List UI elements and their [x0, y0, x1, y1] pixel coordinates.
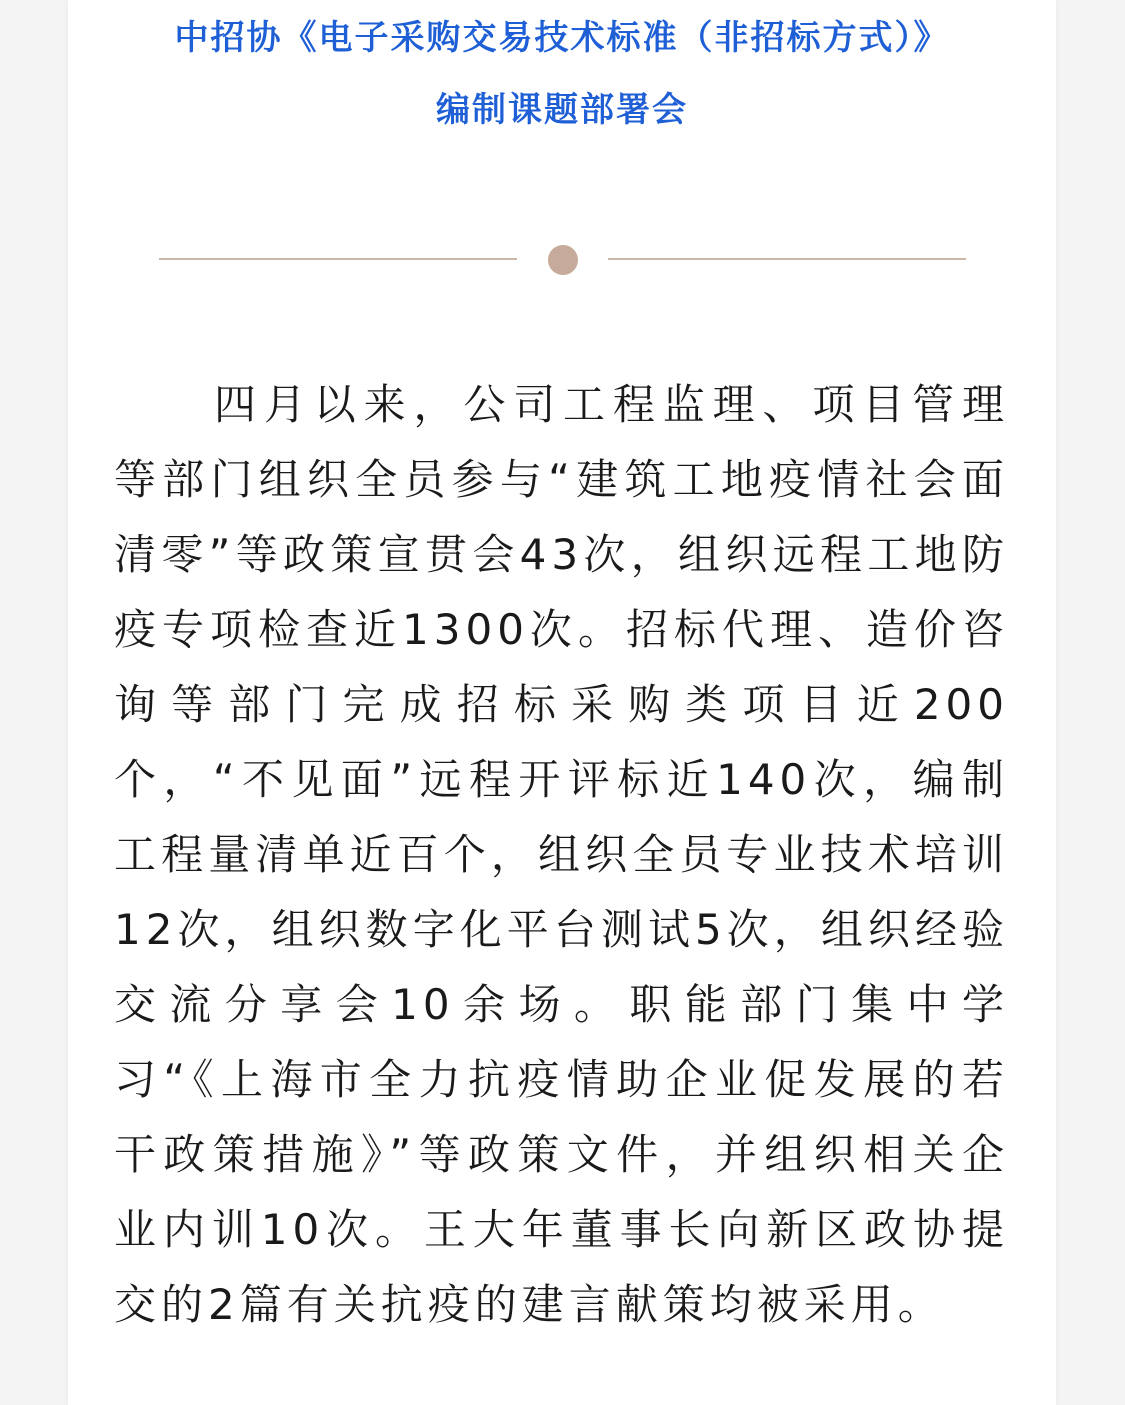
divider-right-line	[608, 258, 966, 260]
article-page	[68, 0, 1056, 1405]
article-title-line-2: 编制课题部署会	[436, 90, 688, 130]
divider-dot-icon	[548, 245, 578, 275]
divider-left-line	[159, 258, 517, 260]
article-title-line-1: 中招协《电子采购交易技术标准（非招标方式）》	[174, 18, 950, 58]
article-paragraph: 四月以来，公司工程监理、项目管理等部门组织全员参与“建筑工地疫情社会面清零”等政策宣贯会43次，组织远程工地防疫专项检查近1300次。招标代理、造价咨询等部门完成招标采购类项目近200个，“不见面”远程开评标近140次，编制工程量清单近百个，组织全员专业技术培训12次，组织数字化平台测试5次，组织经验交流分享会10余场。职能部门集中学习“《上海市全力抗疫情助企业促发展的若干政策措施》”等政策文件，并组织相关企业内训10次。王大年董事长向新区政协提交的2篇有关抗疫的建言献策均被采用。	[114, 380, 1009, 1329]
